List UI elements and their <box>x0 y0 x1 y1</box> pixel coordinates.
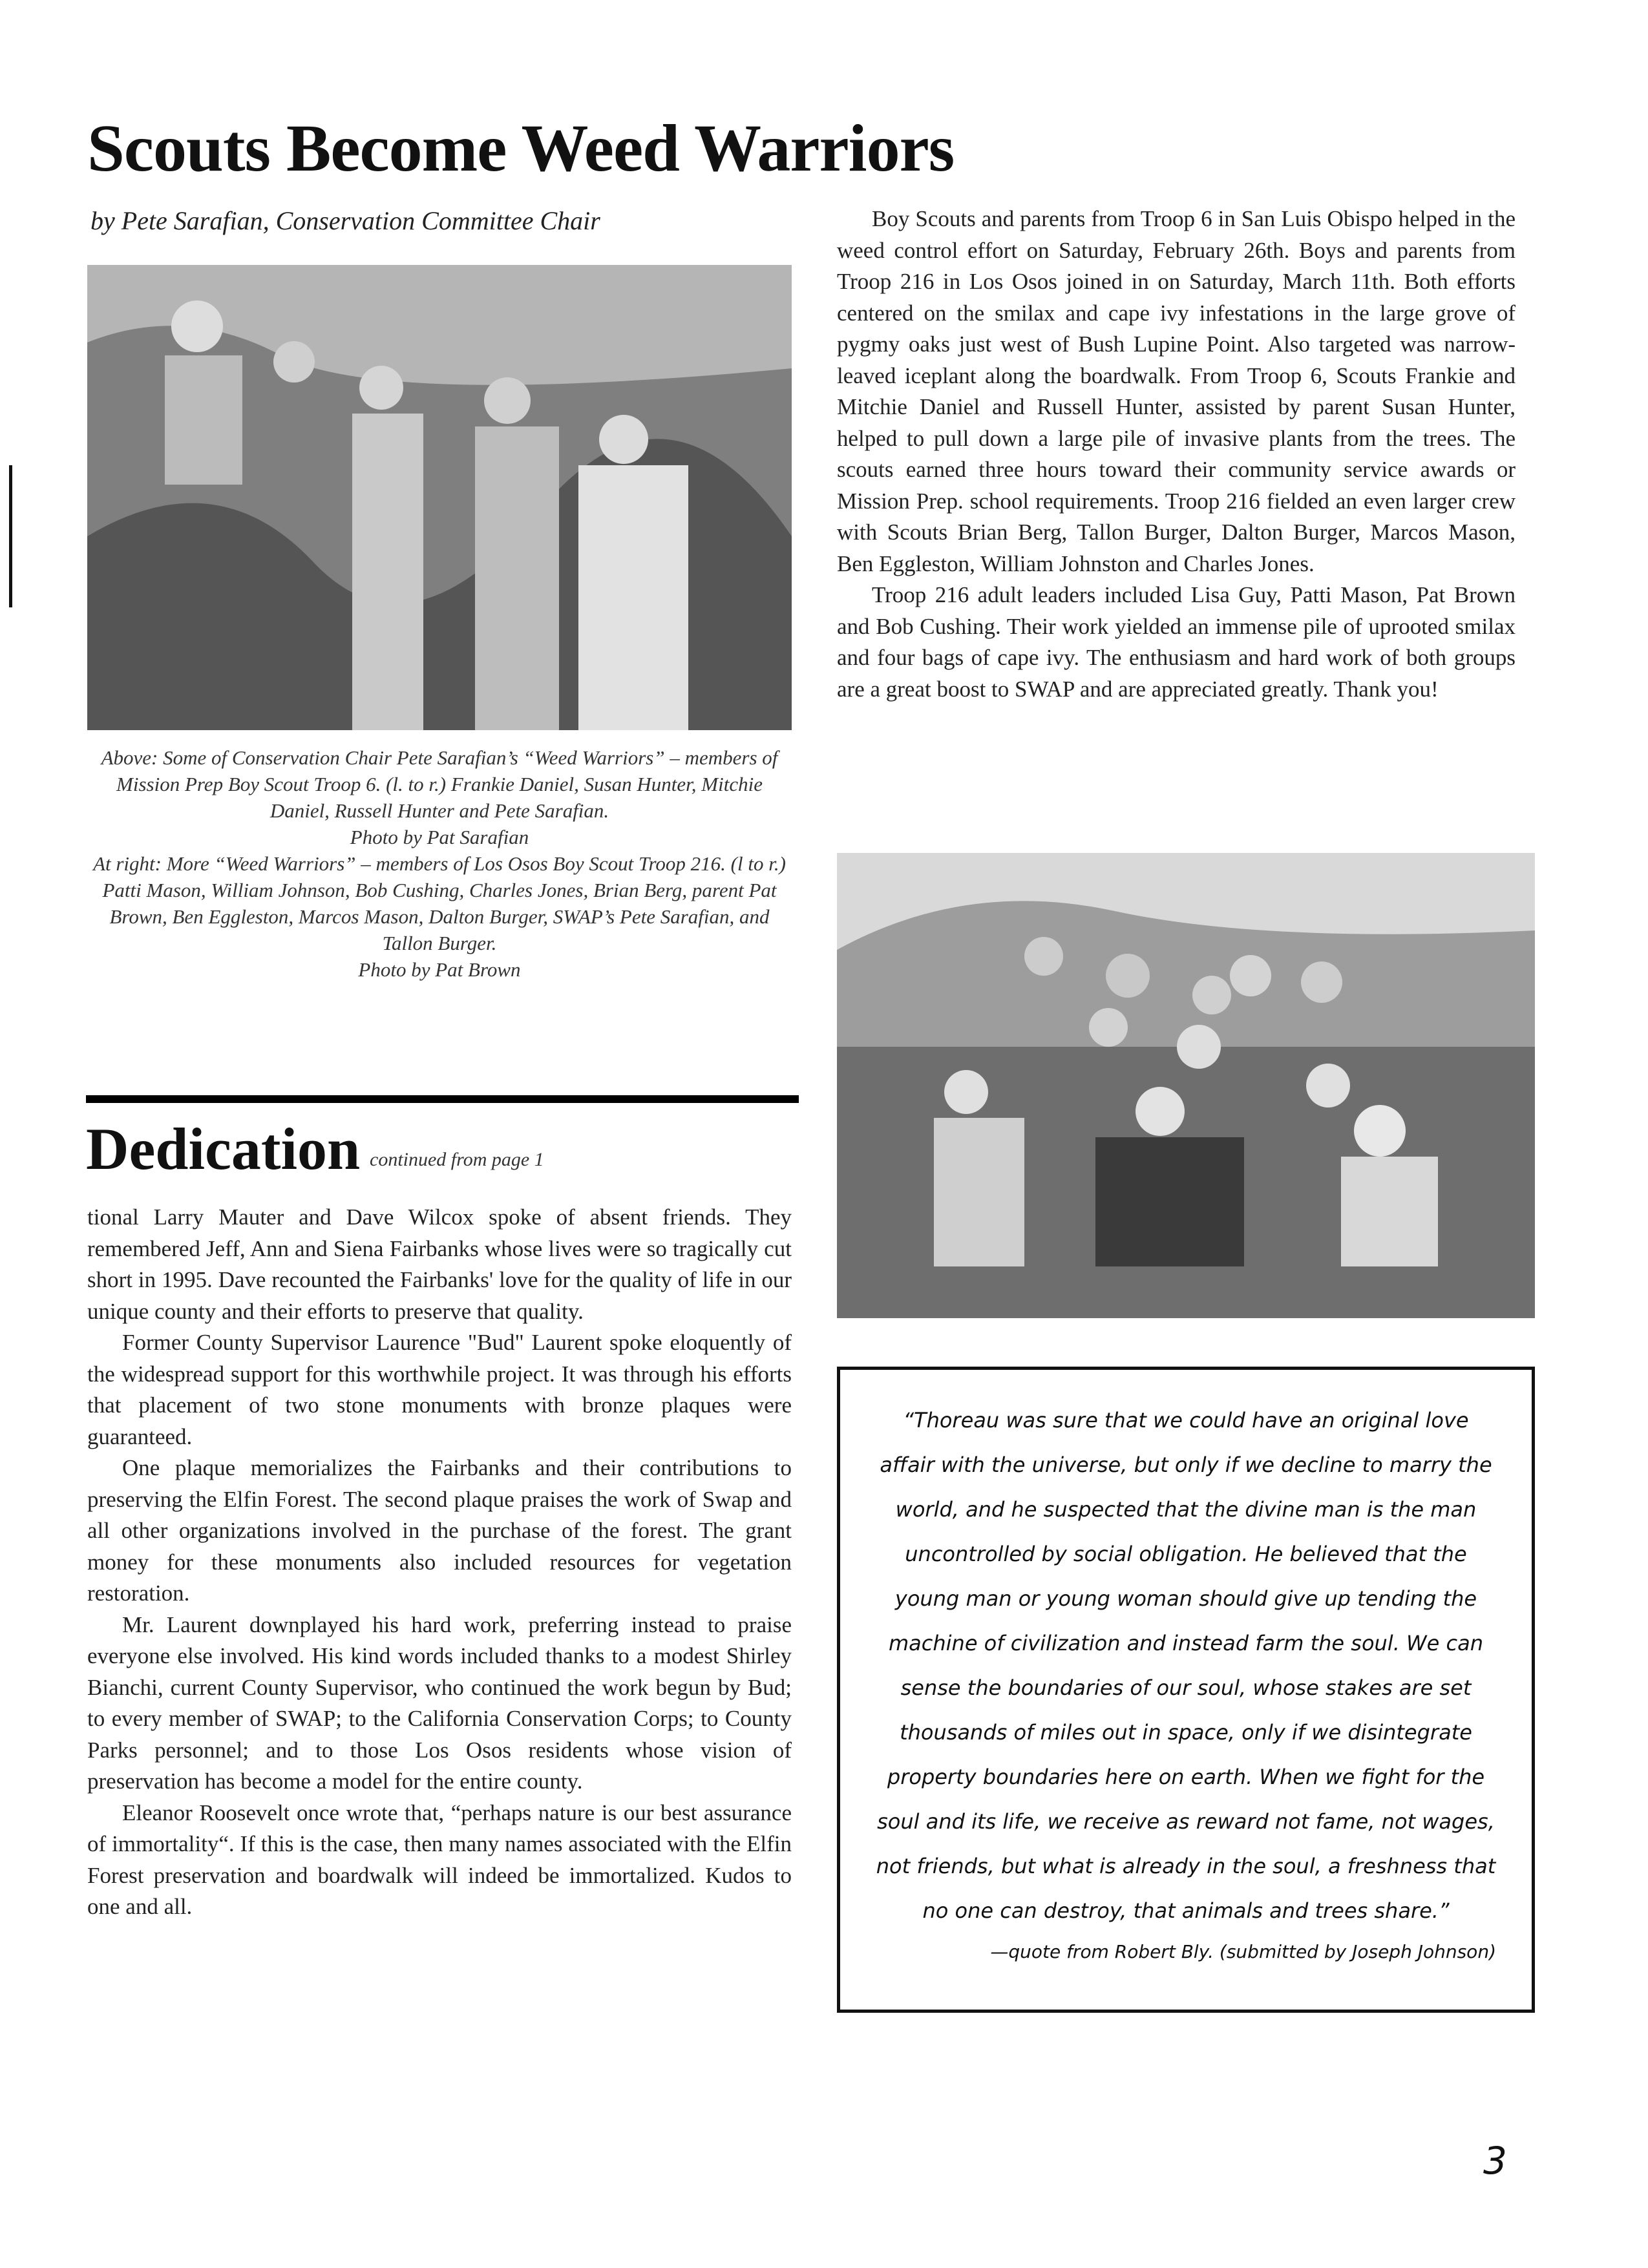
article-title: Scouts Become Weed Warriors <box>87 111 955 185</box>
quote-box <box>837 1367 1535 2013</box>
photo-troop-216 <box>837 853 1535 1318</box>
continued-note: continued from page 1 <box>370 1149 544 1170</box>
dedication-paragraph: Former County Supervisor Laurence "Bud" Laurent spoke eloquently of the widespread support for this worthwhile project. It was through his efforts that placement of two stone monuments with bronze plaques were guaranteed. <box>87 1330 792 1449</box>
dedication-paragraph: Mr. Laurent downplayed his hard work, preferring instead to praise everyone else involved. His kind words included thanks to a modest Shirley Bianchi, current County Supervisor, who continued the work begun by Bud; to every member of SWAP; to the California Conservation Corps; to County Parks personnel; and to those Los Osos residents whose vision of preservation has become a model for the entire county. <box>87 1612 792 1794</box>
article-paragraph: Troop 216 adult leaders included Lisa Guy, Patti Mason, Pat Brown and Bob Cushing. Their work yielded an immense pile of uprooted smilax and four bags of cape ivy. The enthusiasm and hard work of both groups are a great boost to SWAP and are appreciated greatly. Thank you! <box>837 582 1516 702</box>
dedication-paragraph: Eleanor Roosevelt once wrote that, “perhaps nature is our best assurance of immortality“. If this is the case, then many names associated with the Elfin Forest preservation and boardwalk will indeed be immortalized. Kudos to one and all. <box>87 1800 792 1919</box>
quote-text: “Thoreau was sure that we could have an original love affair with the universe, but only if we decline to marry the world, and he suspected that the divine man is the man uncontrolled by social obligation. He believed that the young man or young woman should give up tending the machine of civilization and instead farm the soul. We can sense the boundaries of our soul, whose stakes are set thousands of miles out in space, only if we disintegrate property boundaries here on earth. When we fight for the soul and its life, we receive as reward not fame, not wages, not friends, but what is already in the soul, a freshness that no one can destroy, that animals and trees share.” <box>876 1408 1496 1923</box>
margin-mark <box>9 465 12 607</box>
caption-right-credit: Photo by Pat Brown <box>358 958 521 981</box>
article-body <box>837 204 1516 705</box>
page-number: 3 <box>1483 2139 1507 2183</box>
dedication-paragraph: tional Larry Mauter and Dave Wilcox spoke of absent friends. They remembered Jeff, Ann and Siena Fairbanks whose lives were so tragically cut short in 1995. Dave recounted the Fairbanks' love for the quality of life in our unique county and their efforts to preserve that quality. <box>87 1204 792 1324</box>
photo-troop-6 <box>87 265 792 730</box>
caption-above-credit: Photo by Pat Sarafian <box>350 826 529 848</box>
dedication-body <box>87 1202 792 1923</box>
section-rule <box>86 1095 799 1103</box>
photo-captions <box>87 744 792 983</box>
quote-attribution: —quote from Robert Bly. (submitted by Joseph Johnson) <box>990 1941 1496 1962</box>
dedication-title: Dedication <box>86 1116 361 1182</box>
caption-right: At right: More “Weed Warriors” – members of Los Osos Boy Scout Troop 216. (l to r.) Patti Mason, William Johnson, Bob Cushing, Charles Jones, Brian Berg, parent Pat Brown, Ben Eggleston, Marcos Mason, Dalton Burger, SWAP’s Pete Sarafian, and Tallon Burger. <box>93 852 786 954</box>
article-paragraph: Boy Scouts and parents from Troop 6 in San Luis Obispo helped in the weed control effort on Saturday, February 26th. Boys and parents from Troop 216 in Los Osos joined in on Saturday, March 11th. Both efforts centered on the smilax and cape ivy infestations in the large grove of pygmy oaks just west of Bush Lupine Point. Also targeted was narrow-leaved iceplant along the boardwalk. From Troop 6, Scouts Frankie and Mitchie Daniel and Russell Hunter, assisted by parent Susan Hunter, helped to pull down a large pile of invasive plants from the trees. The scouts earned three hours toward their community service awards or Mission Prep. school requirements. Troop 216 fielded an even larger crew with Scouts Brian Berg, Tallon Burger, Dalton Burger, Marcos Mason, Ben Eggleston, William Johnston and Charles Jones. <box>837 206 1516 576</box>
article-byline: by Pete Sarafian, Conservation Committee Chair <box>90 206 600 235</box>
caption-above: Above: Some of Conservation Chair Pete Sarafian’s “Weed Warriors” – members of Mission Prep Boy Scout Troop 6. (l. to r.) Frankie Daniel, Susan Hunter, Mitchie Daniel, Russell Hunter and Pete Sarafian. <box>101 746 778 822</box>
dedication-paragraph: One plaque memorializes the Fairbanks and their contributions to preserving the Elfin Forest. The second plaque praises the work of Swap and all other organizations involved in the purchase of the forest. The grant money for these monuments also included resources for vegetation restoration. <box>87 1455 792 1606</box>
